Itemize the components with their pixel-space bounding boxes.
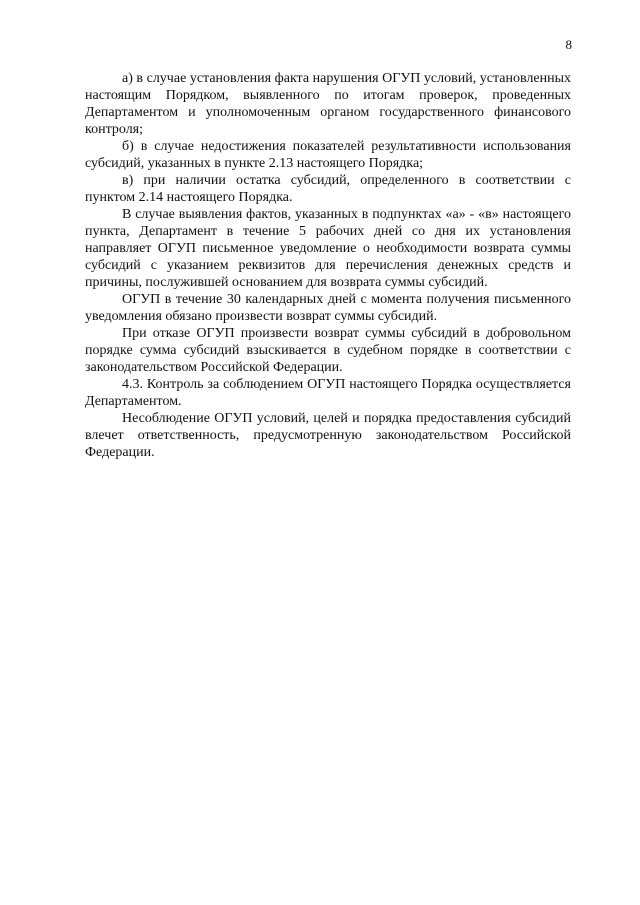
- page-number: 8: [565, 37, 572, 52]
- paragraph-subpoint-v: в) при наличии остатка субсидий, определенного в соответствии с пунктом 2.14 настоящего Порядка.: [85, 173, 571, 205]
- paragraph-notification: В случае выявления фактов, указанных в подпунктах «а» - «в» настоящего пункта, Департамент в течение 5 рабочих дней со дня их установления направляет ОГУП письменное уведомление о необходимости возврата суммы субсидий с указанием реквизитов для перечисления денежных средств и причины, послужившей основанием для возврата суммы субсидий.: [85, 207, 571, 290]
- paragraph-liability: Несоблюдение ОГУП условий, целей и порядка предоставления субсидий влечет ответственность, предусмотренную законодательством Российской Федерации.: [85, 411, 571, 460]
- paragraph-refund-deadline: ОГУП в течение 30 календарных дней с момента получения письменного уведомления обязано произвести возврат суммы субсидий.: [85, 292, 571, 324]
- paragraph-control: 4.3. Контроль за соблюдением ОГУП настоящего Порядка осуществляется Департаментом.: [85, 377, 571, 409]
- paragraph-refusal: При отказе ОГУП произвести возврат суммы субсидий в добровольном порядке сумма субсидий взыскивается в судебном порядке в соответствии с законодательством Российской Федерации.: [85, 326, 571, 375]
- paragraph-subpoint-b: б) в случае недостижения показателей результативности использования субсидий, указанных в пункте 2.13 настоящего Порядка;: [85, 139, 571, 171]
- paragraph-subpoint-a: а) в случае установления факта нарушения ОГУП условий, установленных настоящим Порядком, выявленного по итогам проверок, проведенных Департаментом и уполномоченным органом государственного финансового контроля;: [85, 71, 571, 137]
- document-body: [85, 70, 571, 461]
